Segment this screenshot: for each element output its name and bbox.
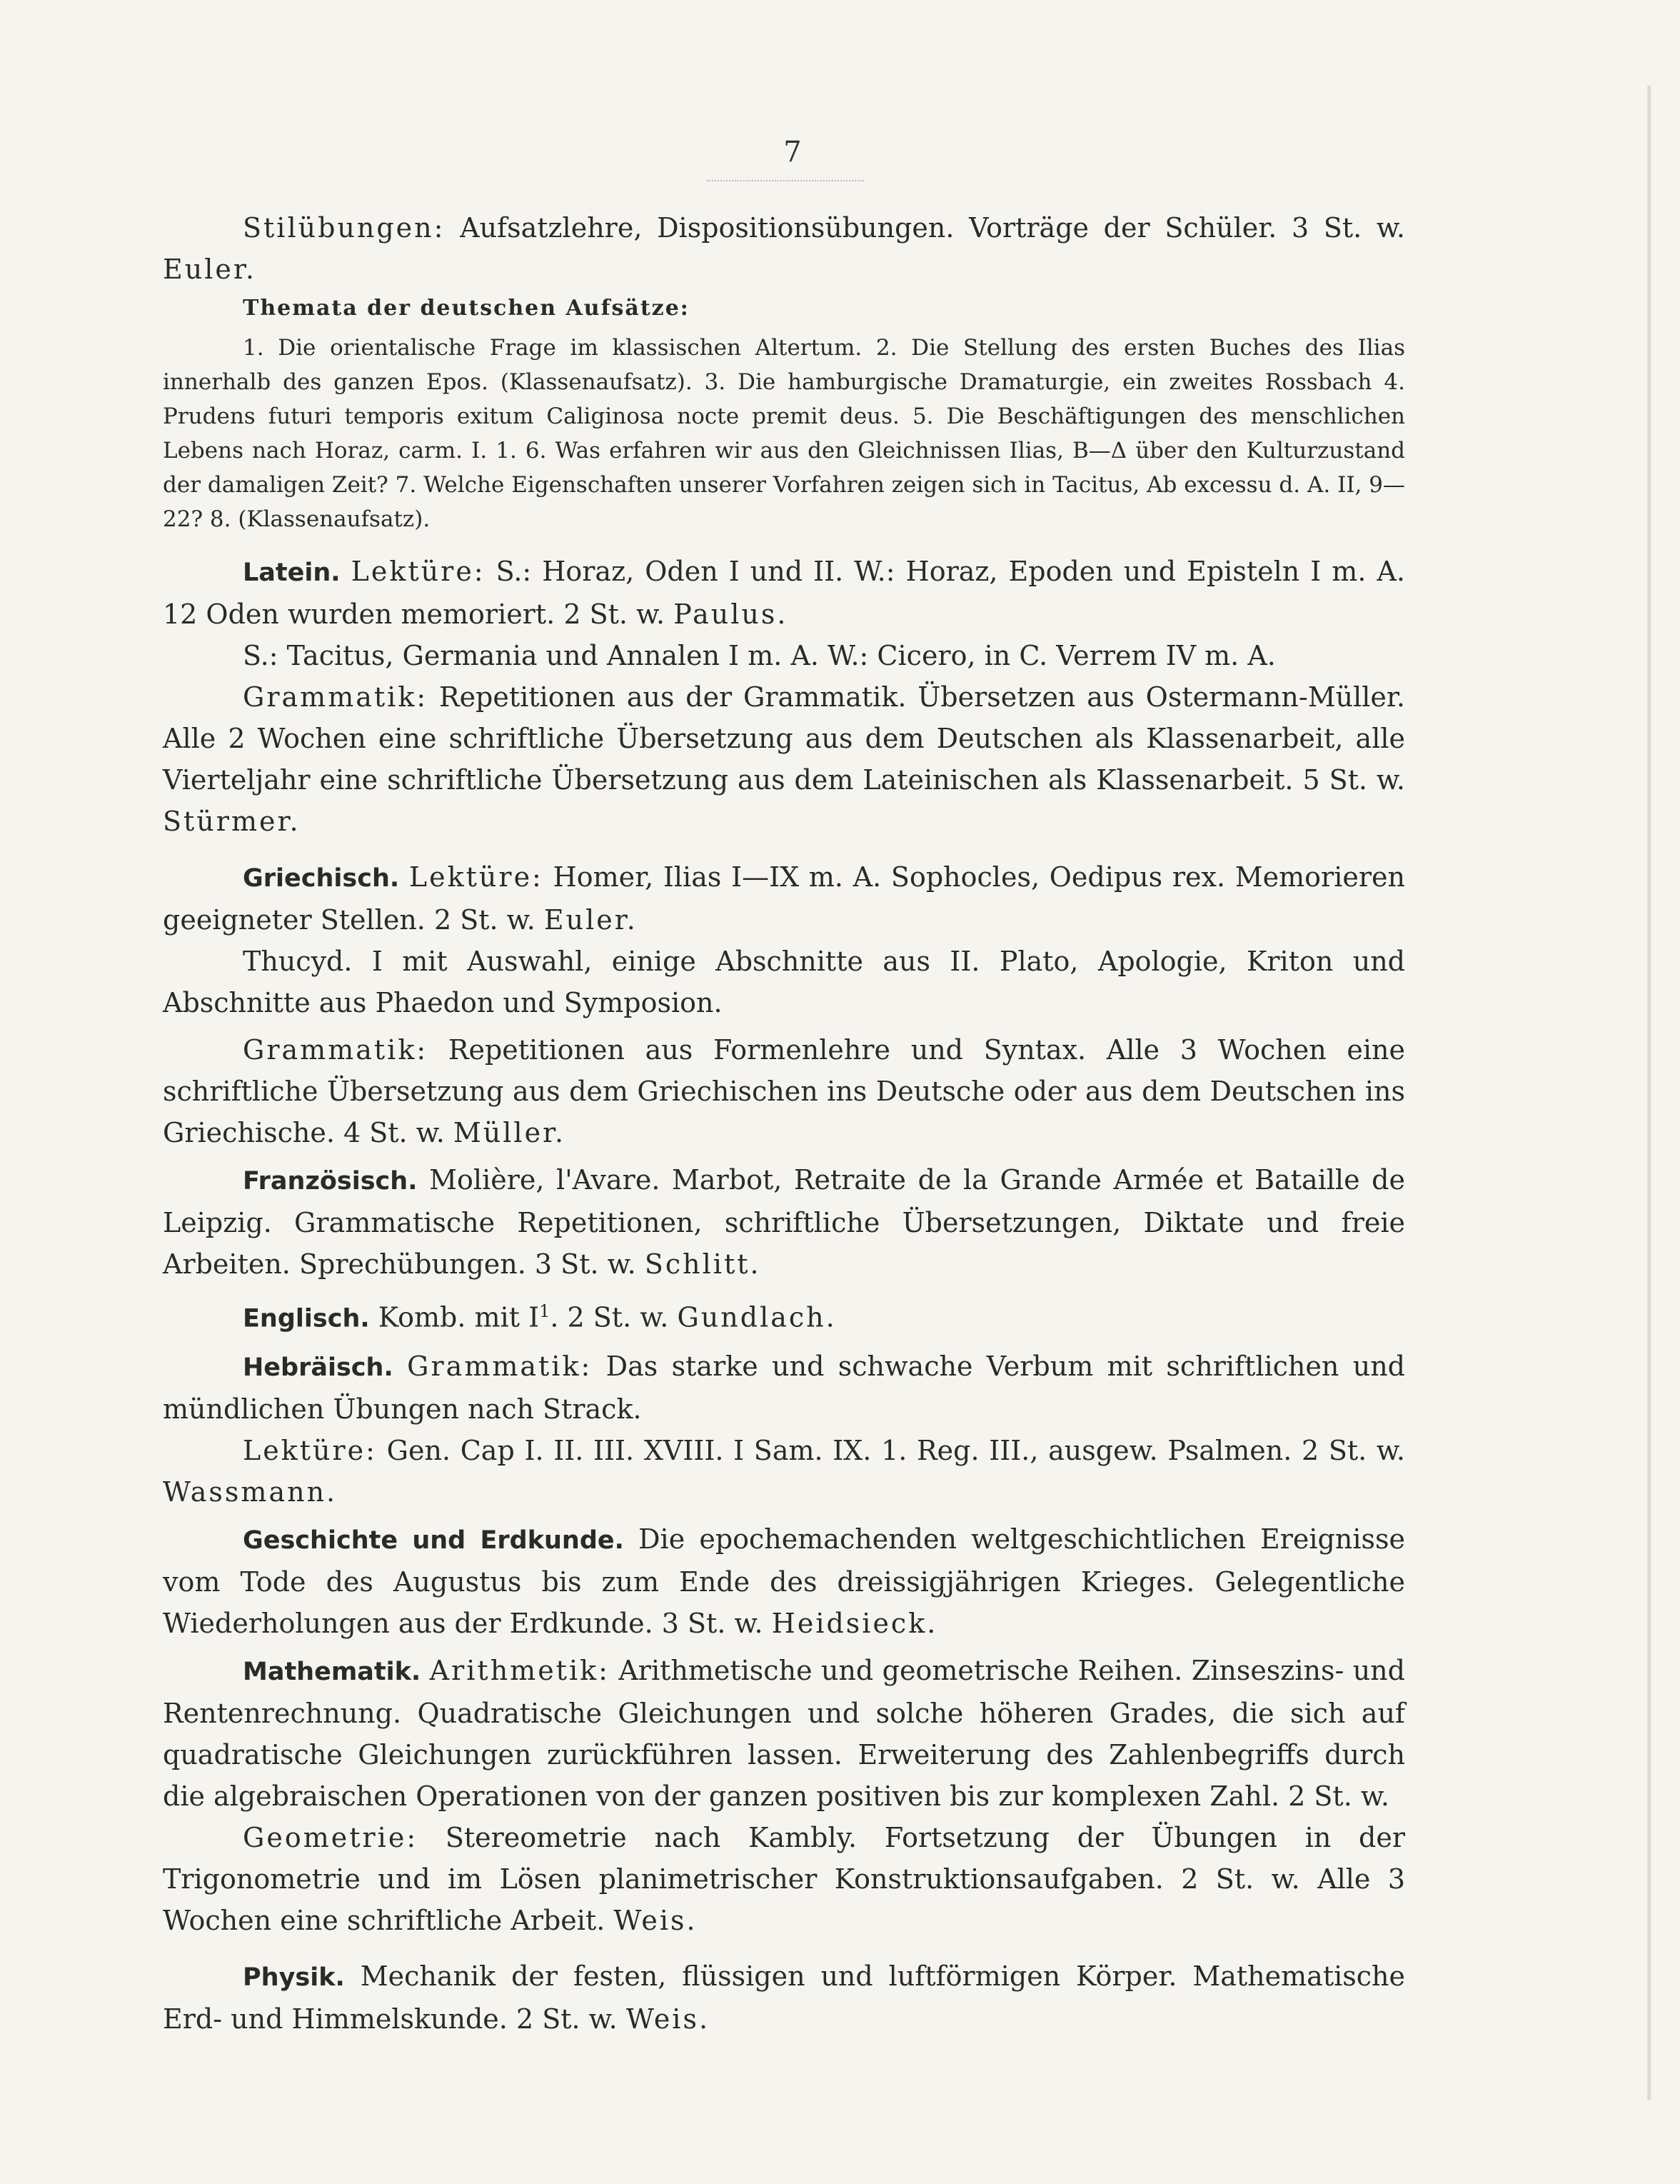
griechisch-lektuere-text: Homer, Ilias I—IX m. A. Sophocles, Oedipus rex. Memorieren geeigneter Stellen. 2 St. w. — [163, 861, 1405, 936]
themata-list: 1. Die orientalische Frage im klassischen Altertum. 2. Die Stellung des ersten Buches des Ilias innerhalb des ganzen Epos. (Klassenaufsatz). 3. Die hamburgische Dramaturgie, ein zweites Rossbach 4. Prudens futuri temporis exitum Caliginosa nocte premit deus. 5. Die Beschäftigungen des menschlichen Lebens nach Horaz, carm. I. 1. 6. Was erfahren wir aus den Gleichnissen Ilias, B—Δ über den Kulturzustand der damaligen Zeit? 7. Welche Eigenschaften unserer Vorfahren zeigen sich in Tacitus, Ab excessu d. A. II, 9—22? 8. (Klassenaufsatz). — [163, 335, 1405, 532]
latein-lektuere-teacher: Paulus. — [673, 598, 788, 630]
physik-heading: Physik. — [243, 1963, 345, 1992]
hebraeisch-lektuere — [163, 1430, 1405, 1513]
mathematik-arithmetik — [163, 1650, 1405, 1817]
griechisch-lektuere-label: Lektüre: — [408, 861, 543, 893]
mathematik-geometrie-text: Stereometrie nach Kambly. Fortsetzung der Übungen in der Trigonometrie und im Lösen planimetrischer Konstruktionsaufgaben. 2 St. w. Alle 3 Wochen eine schriftliche Arbeit. — [163, 1821, 1405, 1936]
franzoesisch-text: Molière, l'Avare. Marbot, Retraite de la Grande Armée et Bataille de Leipzig. Grammatische Repetitionen, schriftliche Übersetzungen, Diktate und freie Arbeiten. Sprechübungen. 3 St. w. — [163, 1164, 1405, 1280]
englisch-text-post: . 2 St. w. — [550, 1301, 669, 1333]
hebraeisch-grammatik-label: Grammatik: — [407, 1350, 593, 1382]
latein-grammatik-label: Grammatik: — [243, 681, 428, 713]
latein-heading: Latein. — [243, 558, 341, 587]
stiluebungen-text: Aufsatzlehre, Dispositionsübungen. Vorträge der Schüler. 3 St. w. — [460, 212, 1405, 244]
latein-lektuere-label: Lektüre: — [351, 556, 486, 587]
griechisch-lektuere-2: Thucyd. I mit Auswahl, einige Abschnitte aus II. Plato, Apologie, Kriton und Abschnitte aus Phaedon und Symposion. — [163, 946, 1405, 1018]
hebraeisch-heading: Hebräisch. — [243, 1353, 393, 1382]
griechisch-grammatik-label: Grammatik: — [243, 1034, 428, 1066]
englisch-heading: Englisch. — [243, 1304, 370, 1333]
englisch-text-sup: 1 — [539, 1301, 550, 1321]
englisch-teacher: Gundlach. — [677, 1301, 837, 1333]
hebraeisch-lektuere-text: Gen. Cap I. II. III. XVIII. I Sam. IX. 1. Reg. III., ausgew. Psalmen. 2 St. w. — [386, 1434, 1405, 1466]
themata-title: Themata der deutschen Aufsätze: — [243, 296, 690, 321]
latein-lektuere-2: S.: Tacitus, Germania und Annalen I m. A. W.: Cicero, in C. Verrem IV m. A. — [243, 640, 1276, 671]
geschichte-text: Die epochemachenden weltgeschichtlichen Ereignisse vom Tode des Augustus bis zum Ende des dreissigjährigen Krieges. Gelegentliche Wiederholungen aus der Erdkunde. 3 St. w. — [163, 1523, 1405, 1639]
stiluebungen-label: Stilübungen: — [243, 212, 446, 244]
latein-lektuere — [163, 551, 1405, 635]
latein-grammatik-text: Repetitionen aus der Grammatik. Übersetzen aus Ostermann-Müller. Alle 2 Wochen eine schriftliche Übersetzung aus dem Deutschen als Klassenarbeit, alle Vierteljahr eine schriftliche Übersetzung aus dem Lateinischen als Klassenarbeit. 5 St. w. — [163, 681, 1405, 796]
physik-teacher: Weis. — [625, 2003, 710, 2035]
page-number: 7 — [783, 136, 802, 169]
mathematik-geometrie — [163, 1817, 1405, 1941]
page-content — [163, 207, 1405, 2040]
mathematik-geometrie-teacher: Weis. — [613, 1904, 698, 1936]
griechisch-grammatik-text: Repetitionen aus Formenlehre und Syntax. Alle 3 Wochen eine schriftliche Übersetzung aus dem Griechischen ins Deutsche oder aus dem Deutschen ins Griechische. 4 St. w. — [163, 1034, 1405, 1148]
geschichte-paragraph — [163, 1518, 1405, 1644]
hebraeisch-grammatik-text: Das starke und schwache Verbum mit schriftlichen und mündlichen Übungen nach Strack. — [163, 1350, 1405, 1425]
geschichte-teacher: Heidsieck. — [771, 1607, 938, 1639]
englisch-paragraph — [163, 1291, 1405, 1340]
geschichte-heading: Geschichte und Erdkunde. — [243, 1526, 624, 1555]
stiluebungen-teacher: Euler. — [163, 254, 256, 285]
mathematik-heading: Mathematik. — [243, 1657, 421, 1686]
griechisch-heading: Griechisch. — [243, 864, 400, 893]
page-number-rule — [707, 180, 864, 181]
page-edge-shadow — [1647, 86, 1651, 2100]
hebraeisch-lektuere-teacher: Wassmann. — [163, 1476, 338, 1508]
latein-lektuere-text: S.: Horaz, Oden I und II. W.: Horaz, Epoden und Episteln I m. A. 12 Oden wurden memoriert. 2 St. w. — [163, 556, 1405, 630]
franzoesisch-paragraph — [163, 1159, 1405, 1285]
franzoesisch-heading: Französisch. — [243, 1167, 418, 1196]
griechisch-lektuere-teacher: Euler. — [543, 904, 638, 936]
latein-grammatik-teacher: Stürmer. — [163, 806, 301, 837]
stiluebungen-paragraph — [163, 207, 1405, 290]
hebraeisch-grammatik — [163, 1346, 1405, 1430]
latein-grammatik — [163, 676, 1405, 842]
physik-paragraph — [163, 1955, 1405, 2040]
griechisch-grammatik — [163, 1029, 1405, 1153]
griechisch-lektuere — [163, 856, 1405, 941]
mathematik-arithmetik-text: Arithmetische und geometrische Reihen. Zinseszins- und Rentenrechnung. Quadratische Gleichungen und solche höheren Grades, die sich auf quadratische Gleichungen zurückführen lassen. Erweiterung des Zahlenbegriffs durch die algebraischen Operationen von der ganzen positiven bis zur komplexen Zahl. 2 St. w. — [163, 1654, 1405, 1812]
franzoesisch-teacher: Schlitt. — [644, 1248, 761, 1280]
mathematik-geometrie-label: Geometrie: — [243, 1821, 418, 1853]
hebraeisch-lektuere-label: Lektüre: — [243, 1434, 377, 1466]
physik-text: Mechanik der festen, flüssigen und luftförmigen Körper. Mathematische Erd- und Himmelskunde. 2 St. w. — [163, 1960, 1405, 2035]
englisch-text-pre: Komb. mit I — [378, 1301, 540, 1333]
mathematik-arithmetik-label: Arithmetik: — [429, 1654, 610, 1686]
griechisch-grammatik-teacher: Müller. — [453, 1117, 566, 1148]
